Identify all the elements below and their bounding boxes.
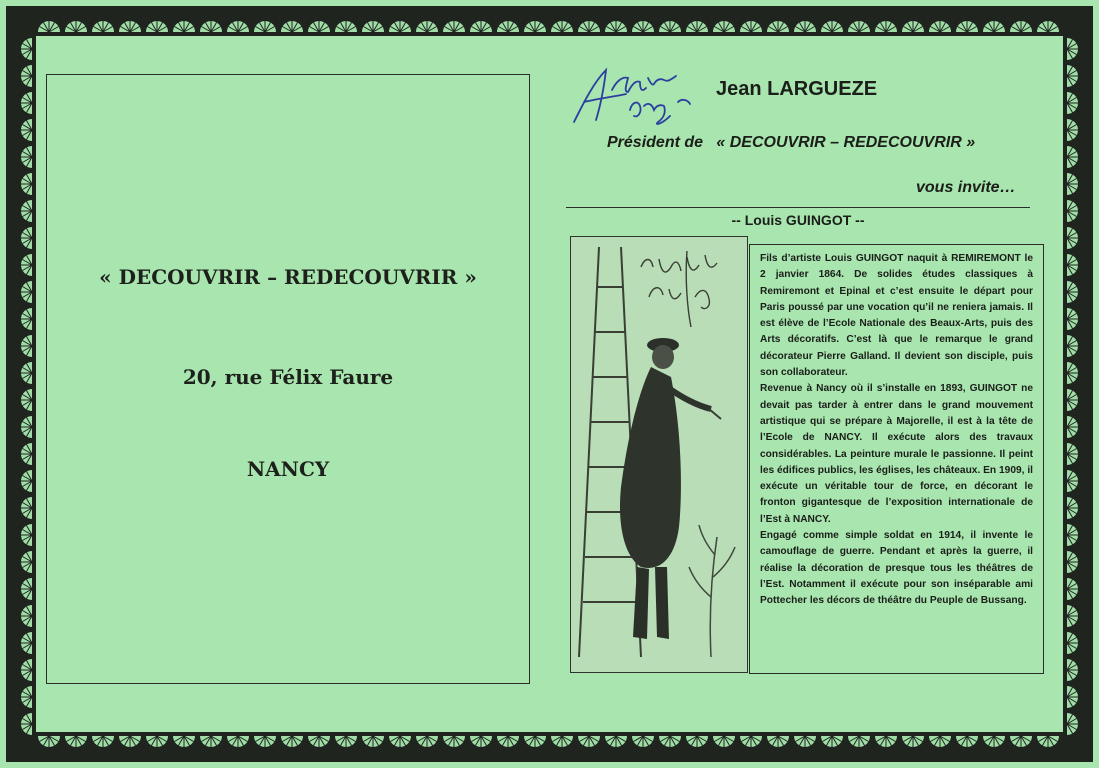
biography-paragraph: Fils d’artiste Louis GUINGOT naquit à REMIREMONT le 2 janvier 1864. De solides études classiques à Remiremont et Epinal et c’est ensuite le départ pour Paris poussé par une vocation qu’il ne reniera jamais. Il est élève de l’Ecole Nationale des Beaux-Arts, puis des Arts décoratifs. C’est là que le remarque le grand décorateur Pierre Galland. Il devient son disciple, puis son collaborateur. [760,253,1033,379]
invite-text: vous invite… [916,179,1016,196]
biography-paragraph: Engagé comme simple soldat en 1914, il invente le camouflage de guerre. Pendant et après la guerre, il réalise la décoration de presque tous les théâtres de l’Est. Notamment il exécute pour son inséparable ami Pottecher les décors de théâtre du Peuple de Bussang. [760,530,1033,607]
venue-panel [46,74,530,684]
handwritten-signature [566,62,716,137]
host-name: Jean LARGUEZE [716,78,878,100]
biography-box [749,244,1044,674]
divider [566,207,1030,208]
venue-city: NANCY [246,457,330,481]
venue-address: 20, rue Félix Faure [182,365,394,389]
subject-title: -- Louis GUINGOT -- [731,212,865,228]
biography-paragraph: Revenue à Nancy où il s’installe en 1893, GUINGOT ne devait pas tarder à entrer dans le grand mouvement artistique qui se prépare à Majorelle, il est à la tête de l’Ecole de NANCY. Il exécute alors des travaux considérables. La peinture murale le passionne. Il peint les édifices publics, les églises, les châteaux. En 1909, il exécute un véritable tour de force, en décorant le fronton gigantesque de l’exposition internationale de l’Est à NANCY. [760,383,1033,525]
venue-name: « DECOUVRIR – REDECOUVRIR » [99,265,477,289]
portrait-image [570,236,748,673]
host-role: Président de « DECOUVRIR – REDECOUVRIR » [607,134,976,151]
portrait-sketch [571,237,748,673]
